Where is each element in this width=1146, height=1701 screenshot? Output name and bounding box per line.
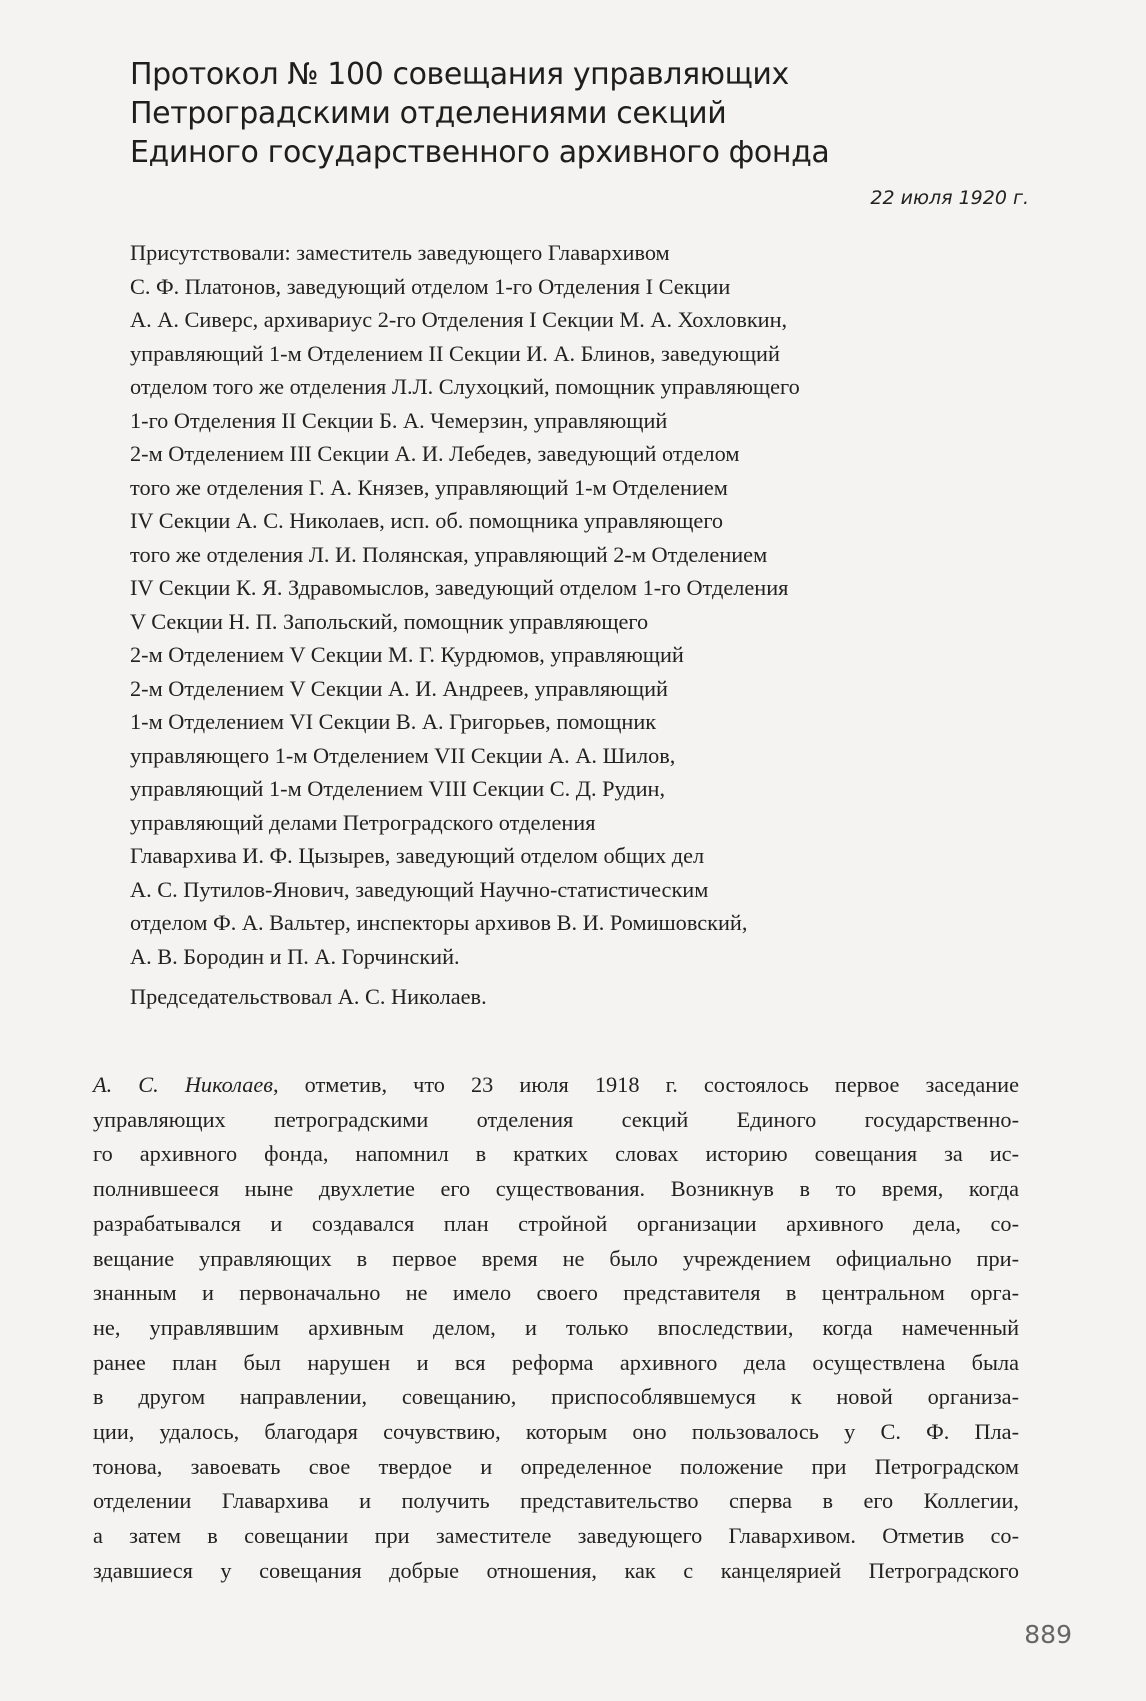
title-line: Протокол № 100 совещания управляющих [130, 57, 789, 92]
body-line: здавшиеся у совещания добрые отношения, как с канцелярией Петроградского [93, 1557, 1019, 1583]
page-number: 889 [1024, 1620, 1072, 1649]
speaker-name: А. С. Николаев [93, 1072, 273, 1097]
body-line-rest: , отметив, что 23 июля 1918 г. состоялось первое заседание [272, 1072, 1020, 1097]
body-line [93, 1068, 1019, 1103]
body-line: не, управлявшим архивным делом, и только впоследствии, когда намеченный [93, 1314, 1019, 1340]
attendees-line: 2-м Отделением III Секции А. И. Лебедев, заведующий отделом [130, 441, 740, 466]
body-line: а затем в совещании при заместителе заведующего Главархивом. Отметив со- [93, 1523, 1019, 1549]
body-line: разрабатывался и создавался план стройной организации архивного дела, со- [93, 1210, 1019, 1236]
body-line: вещание управляющих в первое время не было учреждением официально при- [93, 1245, 1019, 1271]
attendees-line: того же отделения Л. И. Полянская, управляющий 2-м Отделением [130, 541, 768, 567]
attendees-line: отделом Ф. А. Вальтер, инспекторы архивов В. И. Ромишовский, [130, 910, 748, 935]
attendees-line: А. В. Бородин и П. А. Горчинский. [130, 943, 460, 969]
document-date: 22 июля 1920 г. [870, 187, 1029, 209]
attendees-line: того же отделения Г. А. Князев, управляющий 1-м Отделением [130, 474, 728, 500]
attendees-line: 1-го Отделения II Секции Б. А. Чемерзин, управляющий [130, 407, 668, 433]
attendees-line: 2-м Отделением V Секции А. И. Андреев, управляющий [130, 675, 668, 701]
body-line: ции, удалось, благодаря сочувствию, которым оно пользовалось у С. Ф. Пла- [93, 1419, 1019, 1445]
attendees-line: управляющий 1-м Отделением VIII Секции С. Д. Рудин, [130, 776, 666, 801]
title-line: Единого государственного архивного фонда [130, 135, 830, 170]
body-line: в другом направлении, совещанию, приспособлявшемуся к новой организа- [93, 1384, 1019, 1410]
body-line: полнившееся ныне двухлетие его существования. Возникнув в то время, когда [93, 1176, 1019, 1202]
attendees-line: V Секции Н. П. Запольский, помощник управляющего [130, 608, 649, 634]
attendees-line: управляющего 1-м Отделением VII Секции А. А. Шилов, [130, 742, 676, 768]
body-line: отделении Главархива и получить представительство сперва в его Коллегии, [93, 1488, 1019, 1514]
chairman-line: Председательствовал А. С. Николаев. [130, 984, 487, 1009]
attendees-line: А. А. Сиверс, архивариус 2-го Отделения I Секции М. А. Хохловкин, [130, 307, 788, 332]
attendees-line: управляющий 1-м Отделением II Секции И. А. Блинов, заведующий [130, 340, 780, 366]
attendees-line: 2-м Отделением V Секции М. Г. Курдюмов, управляющий [130, 642, 684, 667]
document-title [130, 55, 1030, 172]
title-line: Петроградскими отделениями секций [130, 96, 727, 131]
attendees-line: С. Ф. Платонов, заведующий отделом 1-го Отделения I Секции [130, 273, 731, 299]
body-line: го архивного фонда, напомнил в кратких словах историю совещания за ис- [93, 1141, 1019, 1167]
attendees-line: 1-м Отделением VI Секции В. А. Григорьев, помощник [130, 709, 657, 734]
body-line: знанным и первоначально не имело своего представителя в центральном орга- [93, 1280, 1019, 1306]
attendees-line: А. С. Путилов-Янович, заведующий Научно-статистическим [130, 876, 709, 902]
body-paragraph [93, 1068, 1019, 1589]
attendees-line: управляющий делами Петроградского отделения [130, 809, 596, 835]
body-line: тонова, завоевать свое твердое и определенное положение при Петроградском [93, 1453, 1019, 1479]
body-line: ранее план был нарушен и вся реформа архивного дела осуществлена была [93, 1349, 1019, 1375]
attendees-line: отделом того же отделения Л.Л. Слухоцкий, помощник управляющего [130, 374, 800, 399]
attendees-block [130, 236, 1030, 1014]
attendees-line: IV Секции А. С. Николаев, исп. об. помощника управляющего [130, 508, 724, 533]
attendees-line: IV Секции К. Я. Здравомыслов, заведующий отделом 1-го Отделения [130, 575, 789, 600]
attendees-line: Главархива И. Ф. Цызырев, заведующий отделом общих дел [130, 843, 705, 868]
attendees-line: Присутствовали: заместитель заведующего Главархивом [130, 240, 670, 265]
body-line: управляющих петроградскими отделения секций Единого государственно- [93, 1106, 1019, 1132]
